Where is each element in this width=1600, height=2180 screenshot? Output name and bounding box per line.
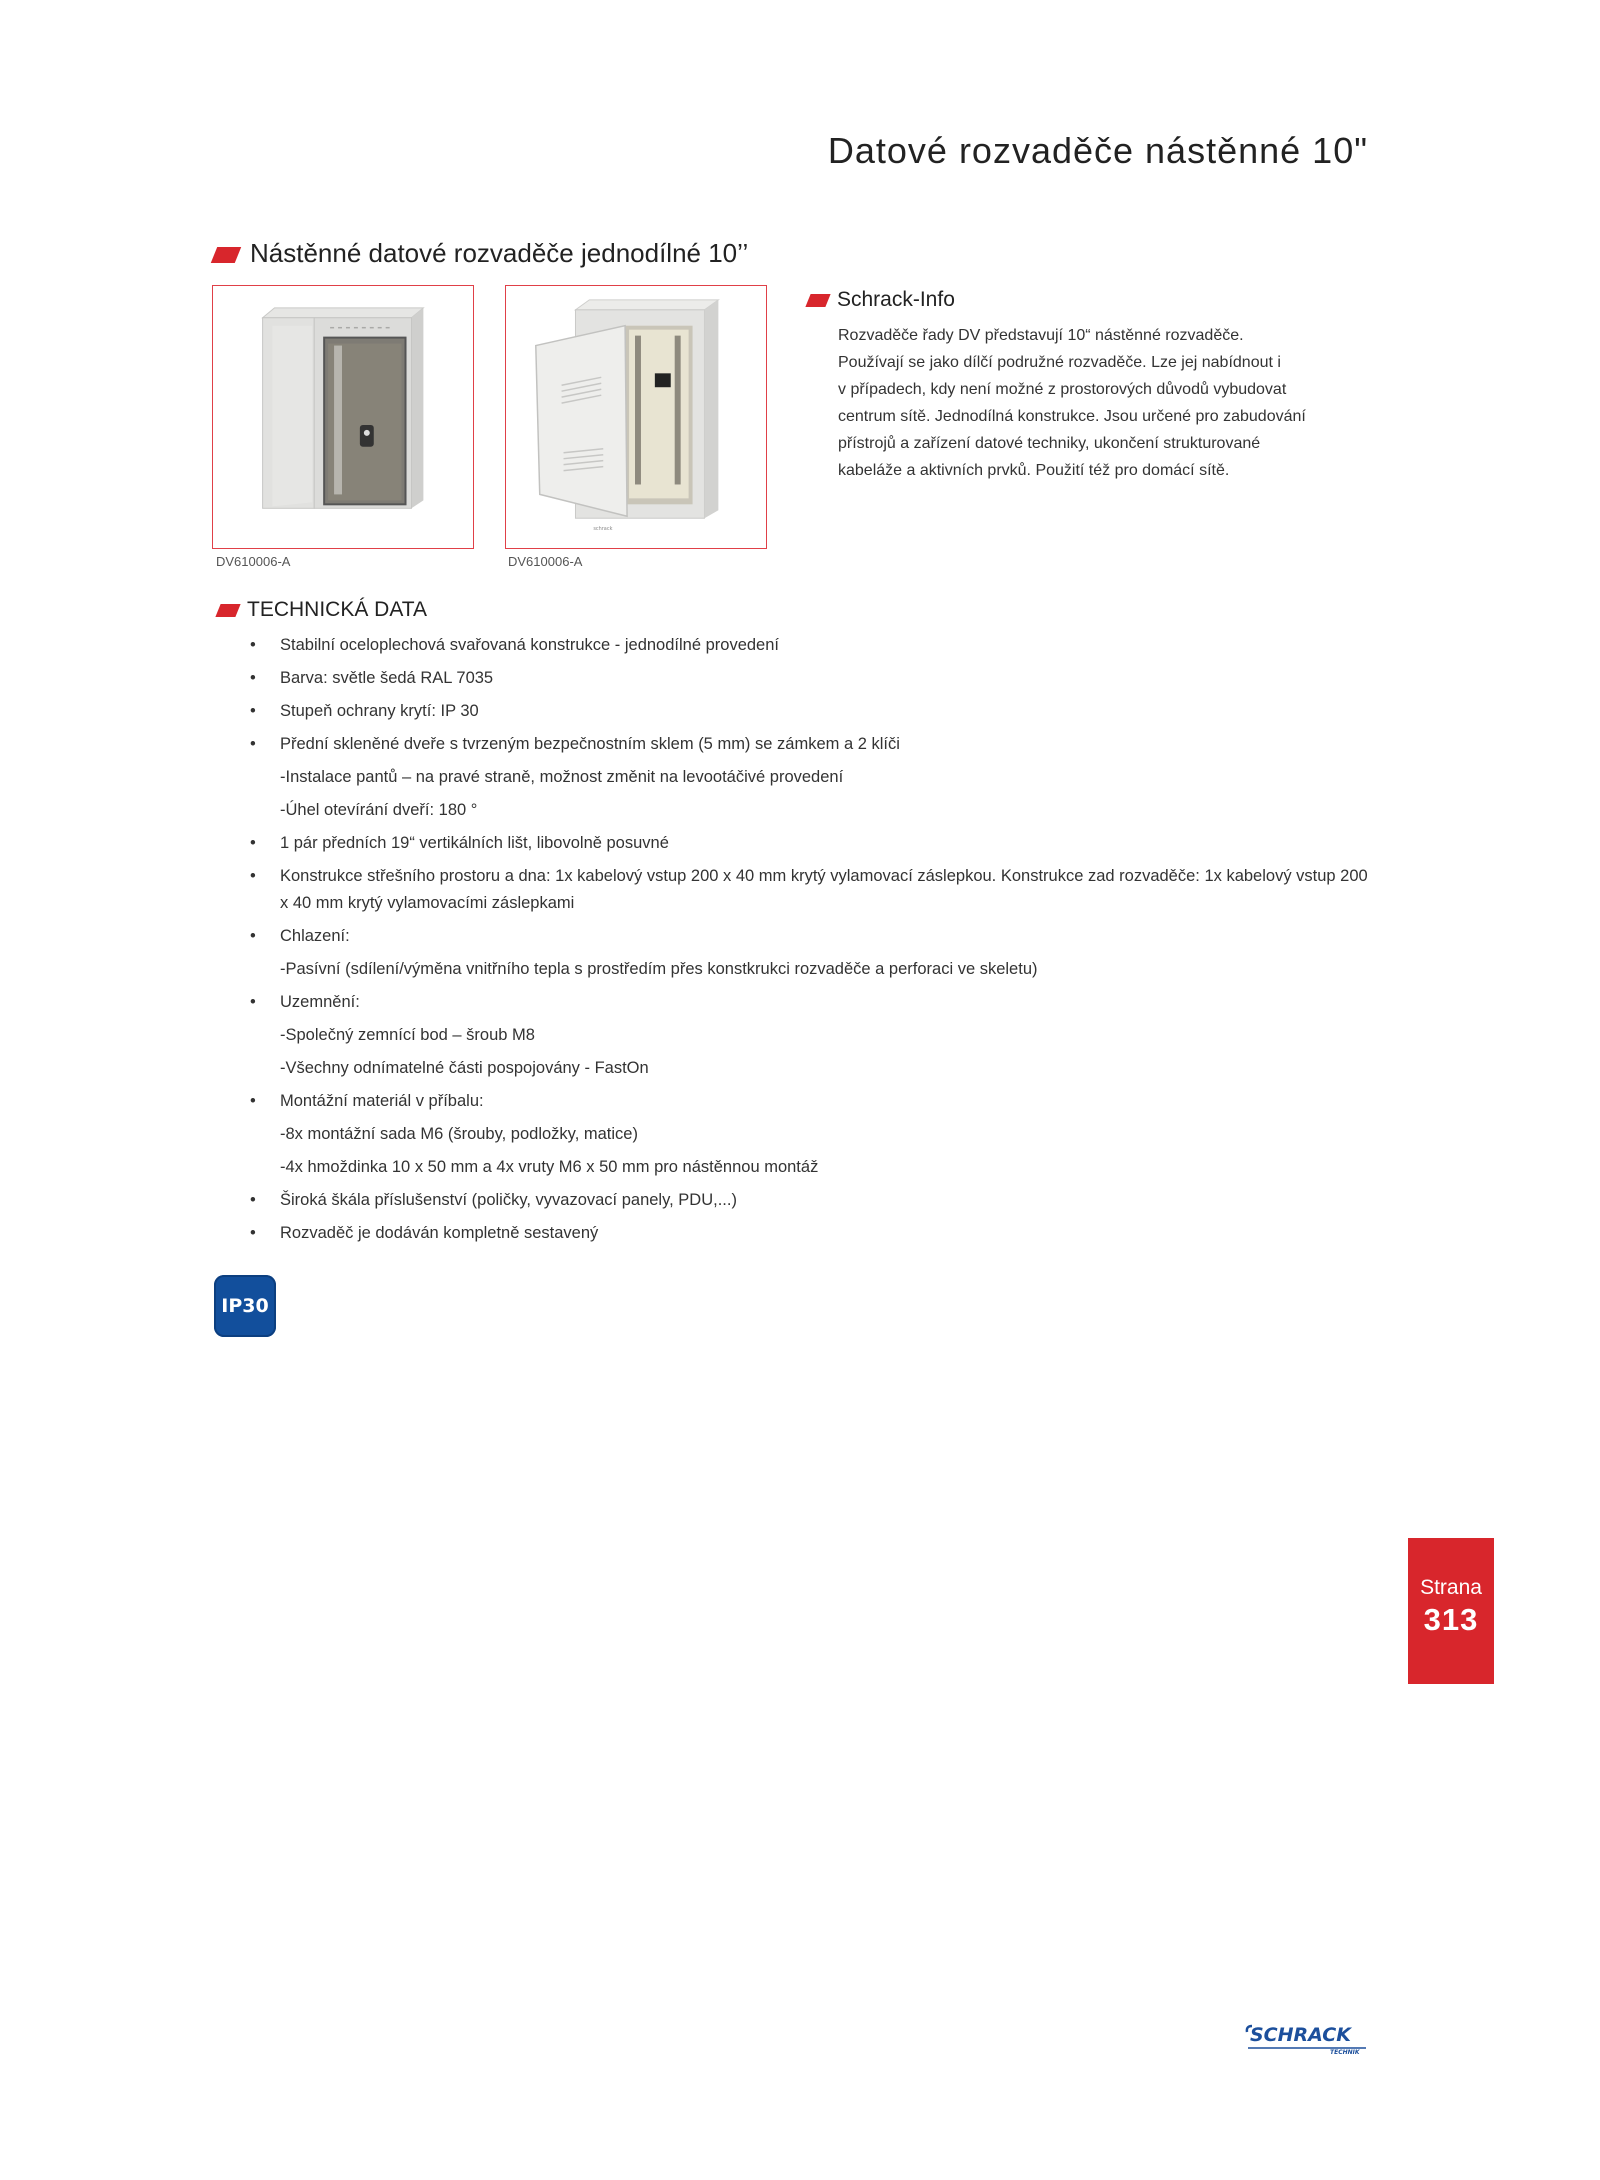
bullet-icon: • — [250, 834, 256, 852]
logo-subtext: TECHNIK — [1330, 2049, 1360, 2054]
info-title-text: Schrack-Info — [837, 288, 955, 311]
tech-bullet-item — [250, 989, 1380, 1016]
section-marker-icon — [805, 294, 830, 307]
product-image-glass-door — [212, 285, 474, 549]
tech-bullet-item — [250, 923, 1380, 950]
section-title — [214, 238, 748, 269]
tech-item-text: Barva: světle šedá RAL 7035 — [280, 669, 494, 687]
bullet-icon: • — [250, 927, 256, 945]
tech-bullet-item — [250, 698, 1380, 725]
tech-sub-item — [250, 1022, 1380, 1049]
product-image-open-door — [505, 285, 767, 549]
tech-item-text: -Všechny odnímatelné části pospojovány - FastOn — [280, 1059, 649, 1077]
info-line: Rozvaděče řady DV představují 10“ nástěnné rozvaděče. — [838, 327, 1244, 344]
tech-sub-item — [250, 1154, 1380, 1181]
logo-text: SCHRACK — [1250, 2024, 1351, 2046]
tech-sub-item — [250, 956, 1380, 983]
info-line: kabeláže a aktivních prvků. Použití též pro domácí sítě. — [838, 462, 1230, 479]
tech-sub-item — [250, 797, 1380, 824]
bullet-icon: • — [250, 1092, 256, 1110]
tech-item-text: Přední skleněné dveře s tvrzeným bezpečnostním sklem (5 mm) se zámkem a 2 klíči — [280, 735, 900, 753]
tech-data-list — [250, 632, 1380, 1253]
section-title-text: Nástěnné datové rozvaděče jednodílné 10’’ — [250, 238, 749, 268]
tech-item-text: -Pasívní (sdílení/výměna vnitřního tepla s prostředím přes konstkrukci rozvaděče a perforaci ve skeletu) — [280, 960, 1038, 978]
tech-sub-item — [250, 1055, 1380, 1082]
bullet-icon: • — [250, 636, 256, 654]
tech-item-text: Konstrukce střešního prostoru a dna: 1x kabelový vstup 200 x 40 mm krytý vylamovací záslepkou. Konstrukce zad rozvaděče: 1x kabelový vstup 200 x 40 mm krytý vylamovacími záslepkami — [280, 867, 1368, 912]
schrack-info — [808, 288, 1368, 484]
info-title — [808, 288, 1368, 312]
strana-label: Strana — [1420, 1576, 1482, 1599]
schrack-logo — [1244, 2020, 1369, 2054]
bullet-icon: • — [250, 867, 256, 885]
tech-item-text: Široká škála příslušenství (poličky, vyvazovací panely, PDU,...) — [280, 1191, 737, 1209]
svg-text:schrack: schrack — [593, 526, 613, 533]
tech-item-text: Uzemnění: — [280, 993, 360, 1011]
tech-bullet-item — [250, 665, 1380, 692]
tech-bullet-item — [250, 863, 1380, 917]
tech-bullet-item — [250, 1088, 1380, 1115]
tech-sub-item — [250, 764, 1380, 791]
bullet-icon: • — [250, 702, 256, 720]
tech-data-title — [218, 598, 427, 622]
section-marker-icon — [211, 247, 241, 263]
tech-item-text: -Úhel otevírání dveří: 180 ° — [280, 801, 478, 819]
tech-item-text: Stabilní oceloplechová svařovaná konstrukce - jednodílné provedení — [280, 636, 779, 654]
tech-bullet-item — [250, 731, 1380, 758]
tech-item-text: Montážní materiál v příbalu: — [280, 1092, 484, 1110]
tech-item-text: -4x hmoždinka 10 x 50 mm a 4x vruty M6 x 50 mm pro nástěnnou montáž — [280, 1158, 819, 1176]
info-text — [838, 322, 1358, 484]
tech-item-text: Stupeň ochrany krytí: IP 30 — [280, 702, 479, 720]
tech-item-text: -Společný zemnící bod – šroub M8 — [280, 1026, 535, 1044]
open-door-cabinet-image — [506, 286, 766, 548]
bullet-icon: • — [250, 735, 256, 753]
ip30-badge: IP30 — [214, 1275, 276, 1337]
page-number-tab — [1408, 1538, 1494, 1684]
info-line: přístrojů a zařízení datové techniky, ukončení strukturované — [838, 435, 1261, 452]
tech-item-text: Chlazení: — [280, 927, 350, 945]
info-line: Používají se jako dílčí podružné rozvaděče. Lze jej nabídnout i — [838, 354, 1281, 371]
image-caption: DV610006-A — [216, 554, 291, 569]
tech-item-text: -Instalace pantů – na pravé straně, možnost změnit na levootáčivé provedení — [280, 768, 844, 786]
glass-door-cabinet-image — [213, 286, 473, 548]
tech-sub-item — [250, 1121, 1380, 1148]
tech-item-text: Rozvaděč je dodáván kompletně sestavený — [280, 1224, 599, 1242]
tech-bullet-item — [250, 830, 1380, 857]
image-caption: DV610006-A — [508, 554, 583, 569]
page-title: Datové rozvaděče nástěnné 10" — [827, 130, 1368, 171]
tech-item-text: 1 pár předních 19“ vertikálních lišt, libovolně posuvné — [280, 834, 669, 852]
bullet-icon: • — [250, 1224, 256, 1242]
bullet-icon: • — [250, 1191, 256, 1209]
tech-bullet-item — [250, 1220, 1380, 1247]
tech-bullet-item — [250, 632, 1380, 659]
info-line: v případech, kdy není možné z prostorových důvodů vybudovat — [838, 381, 1287, 398]
bullet-icon: • — [250, 669, 256, 687]
tech-bullet-item — [250, 1187, 1380, 1214]
info-line: centrum sítě. Jednodílná konstrukce. Jsou určené pro zabudování — [838, 408, 1306, 425]
tech-data-title-text: TECHNICKÁ DATA — [247, 598, 428, 621]
bullet-icon: • — [250, 993, 256, 1011]
section-marker-icon — [215, 604, 240, 617]
page-number: 313 — [1423, 1602, 1479, 1637]
tech-item-text: -8x montážní sada M6 (šrouby, podložky, matice) — [280, 1125, 638, 1143]
